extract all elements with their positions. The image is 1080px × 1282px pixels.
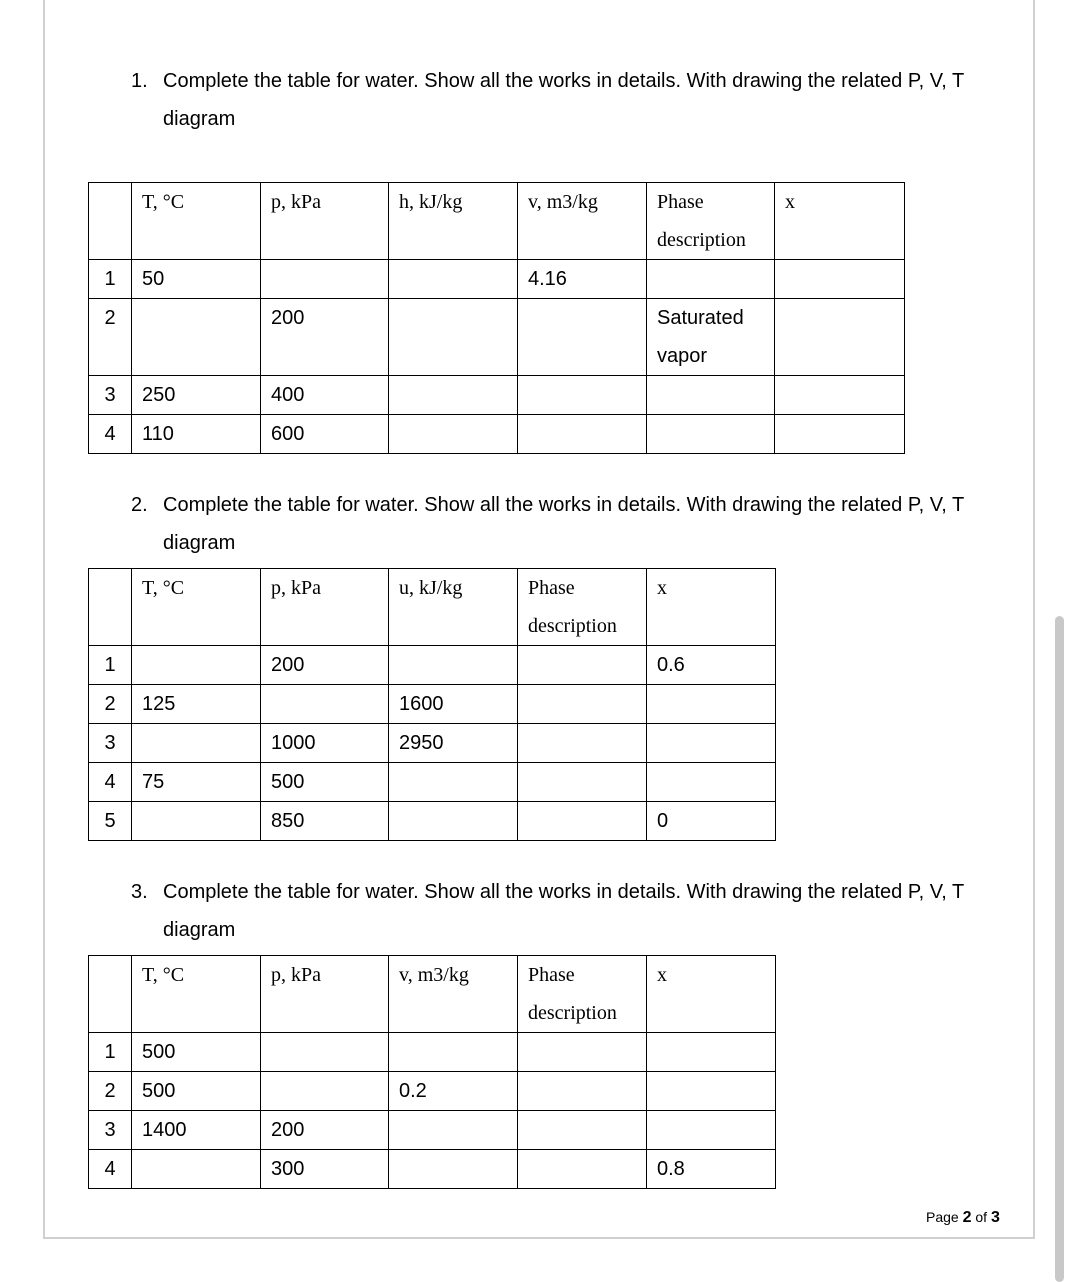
table-row <box>89 376 905 415</box>
table-cell: 250 <box>132 376 261 415</box>
table-cell <box>518 724 647 763</box>
table-cell <box>261 1033 389 1072</box>
table-2 <box>88 568 776 841</box>
table-cell: 110 <box>132 415 261 454</box>
row-index: 4 <box>89 415 132 454</box>
table-cell: 0.8 <box>647 1150 776 1189</box>
table-cell: 4.16 <box>518 260 647 299</box>
header-cell: p, kPa <box>261 956 389 1033</box>
header-cell: v, m3/kg <box>518 183 647 260</box>
table-header-row <box>89 183 905 260</box>
page-current: 2 <box>962 1209 972 1226</box>
table-cell <box>775 376 905 415</box>
question-text: Complete the table for water. Show all the works in details. With drawing the related P, V, T diagram <box>163 494 964 554</box>
question-number: 3. <box>131 881 148 903</box>
table-cell: 600 <box>261 415 389 454</box>
table-row <box>89 724 776 763</box>
table-cell <box>389 1033 518 1072</box>
table-cell <box>261 1072 389 1111</box>
row-index: 1 <box>89 1033 132 1072</box>
table-cell <box>518 646 647 685</box>
table-cell <box>518 376 647 415</box>
table-cell <box>647 1033 776 1072</box>
question-text: Complete the table for water. Show all the works in details. With drawing the related P, V, T diagram <box>163 70 964 130</box>
header-cell: T, °C <box>132 183 261 260</box>
table-cell <box>132 646 261 685</box>
question-text: Complete the table for water. Show all the works in details. With drawing the related P, V, T diagram <box>163 881 964 941</box>
table-cell <box>775 415 905 454</box>
question-3 <box>131 873 1001 949</box>
table-cell: 200 <box>261 646 389 685</box>
table-cell <box>518 1033 647 1072</box>
table-cell <box>518 299 647 376</box>
table-cell: 1600 <box>389 685 518 724</box>
table-cell <box>132 802 261 841</box>
table-cell <box>389 1111 518 1150</box>
header-cell: v, m3/kg <box>389 956 518 1033</box>
table-row <box>89 763 776 802</box>
table-cell <box>389 299 518 376</box>
table-cell <box>647 415 775 454</box>
table-cell <box>518 1150 647 1189</box>
row-index: 4 <box>89 1150 132 1189</box>
row-index: 2 <box>89 299 132 376</box>
table-cell <box>647 1111 776 1150</box>
row-index: 2 <box>89 685 132 724</box>
table-cell: 300 <box>261 1150 389 1189</box>
row-index: 4 <box>89 763 132 802</box>
table-cell: 850 <box>261 802 389 841</box>
table-row <box>89 260 905 299</box>
question-1 <box>131 62 1001 138</box>
table-cell <box>518 1111 647 1150</box>
table-row <box>89 1111 776 1150</box>
header-cell: x <box>775 183 905 260</box>
header-cell: p, kPa <box>261 569 389 646</box>
table-cell <box>647 763 776 802</box>
table-cell <box>389 415 518 454</box>
table-row <box>89 1072 776 1111</box>
table-cell <box>518 802 647 841</box>
row-index: 3 <box>89 1111 132 1150</box>
table-cell <box>389 260 518 299</box>
page-middle: of <box>971 1209 991 1225</box>
table-cell <box>389 646 518 685</box>
table-cell <box>389 376 518 415</box>
table-cell: 500 <box>132 1033 261 1072</box>
table-cell <box>775 299 905 376</box>
header-cell: T, °C <box>132 956 261 1033</box>
row-index: 1 <box>89 260 132 299</box>
table-cell: 500 <box>261 763 389 802</box>
table-cell <box>132 299 261 376</box>
table-cell <box>518 415 647 454</box>
table-cell: 400 <box>261 376 389 415</box>
table-1 <box>88 182 905 454</box>
table-cell: 0.2 <box>389 1072 518 1111</box>
table-cell: Saturated vapor <box>647 299 775 376</box>
table-cell <box>647 685 776 724</box>
row-index: 5 <box>89 802 132 841</box>
row-index: 3 <box>89 376 132 415</box>
question-number: 1. <box>131 70 148 92</box>
table-row <box>89 802 776 841</box>
table-row <box>89 685 776 724</box>
table-cell <box>389 1150 518 1189</box>
table-header-row <box>89 956 776 1033</box>
header-cell: Phase description <box>518 956 647 1033</box>
header-cell: p, kPa <box>261 183 389 260</box>
table-cell <box>261 685 389 724</box>
table-row <box>89 299 905 376</box>
table-row <box>89 1150 776 1189</box>
table-cell: 50 <box>132 260 261 299</box>
table-cell <box>132 1150 261 1189</box>
question-number: 2. <box>131 494 148 516</box>
row-index: 1 <box>89 646 132 685</box>
row-index: 2 <box>89 1072 132 1111</box>
table-cell <box>647 260 775 299</box>
table-cell <box>518 763 647 802</box>
table-cell <box>518 1072 647 1111</box>
table-cell <box>647 376 775 415</box>
table-cell <box>389 763 518 802</box>
table-cell: 0.6 <box>647 646 776 685</box>
table-cell: 1400 <box>132 1111 261 1150</box>
table-row <box>89 646 776 685</box>
header-cell: Phase description <box>518 569 647 646</box>
header-cell: x <box>647 569 776 646</box>
table-cell <box>518 685 647 724</box>
table-row <box>89 415 905 454</box>
table-cell <box>647 1072 776 1111</box>
page-total: 3 <box>990 1209 1000 1226</box>
table-row <box>89 1033 776 1072</box>
table-cell <box>261 260 389 299</box>
header-cell: x <box>647 956 776 1033</box>
page-number <box>926 1209 1000 1227</box>
table-cell <box>132 724 261 763</box>
vertical-scrollbar[interactable] <box>1055 616 1064 1282</box>
table-cell: 200 <box>261 1111 389 1150</box>
row-index: 3 <box>89 724 132 763</box>
table-cell: 75 <box>132 763 261 802</box>
header-cell: Phase description <box>647 183 775 260</box>
question-2 <box>131 486 1001 562</box>
header-cell: T, °C <box>132 569 261 646</box>
table-cell: 500 <box>132 1072 261 1111</box>
table-cell: 1000 <box>261 724 389 763</box>
table-cell: 0 <box>647 802 776 841</box>
table-cell: 200 <box>261 299 389 376</box>
header-cell: u, kJ/kg <box>389 569 518 646</box>
table-cell: 125 <box>132 685 261 724</box>
header-cell: h, kJ/kg <box>389 183 518 260</box>
page-prefix: Page <box>926 1209 963 1225</box>
table-header-row <box>89 569 776 646</box>
table-cell <box>647 724 776 763</box>
table-cell <box>775 260 905 299</box>
table-3 <box>88 955 776 1189</box>
table-cell <box>389 802 518 841</box>
table-cell: 2950 <box>389 724 518 763</box>
